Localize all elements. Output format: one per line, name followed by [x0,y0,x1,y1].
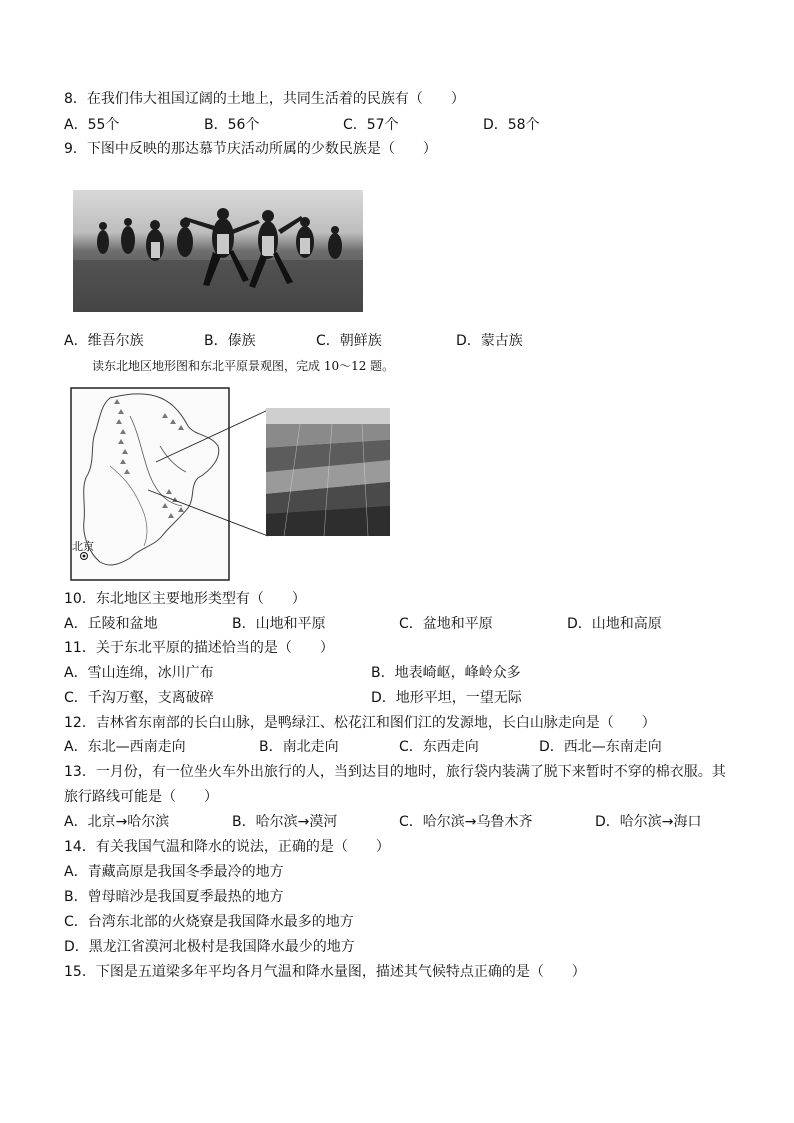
q13-stem-line2: 旅行路线可能是（ ） [64,789,218,805]
q12-option-a: A．东北—西南走向 [64,739,186,755]
q10-option-b: B．山地和平原 [232,616,326,632]
q12-option-c: C．东西走向 [399,739,479,755]
q13-option-d: D．哈尔滨→海口 [595,814,702,830]
q14-stem: 14．有关我国气温和降水的说法，正确的是（ ） [64,839,390,855]
q8-option-d: D．58个 [483,117,540,133]
q9-option-b: B．傣族 [204,333,256,349]
q11-option-a: A．雪山连绵，冰川广布 [64,665,214,681]
q9-option-d: D．蒙古族 [456,333,523,349]
q14-option-d: D．黑龙江省漠河北极村是我国降水最少的地方 [64,939,355,955]
q13-option-c: C．哈尔滨→乌鲁木齐 [399,814,533,830]
q12-option-d: D．西北—东南走向 [539,739,662,755]
q8-option-a: A．55个 [64,117,120,133]
q15-stem: 15．下图是五道梁多年平均各月气温和降水量图，描述其气候特点正确的是（ ） [64,964,586,980]
northeast-terrain-map [70,386,400,582]
q14-option-c: C．台湾东北部的火烧寮是我国降水最多的地方 [64,914,354,930]
q9-stem: 9．下图中反映的那达慕节庆活动所属的少数民族是（ ） [64,141,437,157]
q10-option-c: C．盆地和平原 [399,616,493,632]
q14-option-b: B．曾母暗沙是我国夏季最热的地方 [64,889,284,905]
q10-stem: 10．东北地区主要地形类型有（ ） [64,591,306,607]
q9-option-a: A．维吾尔族 [64,333,144,349]
q13-stem-line1: 13．一月份，有一位坐火车外出旅行的人，当到达目的地时，旅行袋内装满了脱下来暂时不穿的棉衣服。其 [64,764,726,780]
q8-stem: 8．在我们伟大祖国辽阔的土地上，共同生活着的民族有（ ） [64,91,465,107]
section-intro: 读东北地区地形图和东北平原景观图，完成 10～12 题。 [92,359,395,373]
q13-option-a: A．北京→哈尔滨 [64,814,170,830]
q11-stem: 11．关于东北平原的描述恰当的是（ ） [64,640,334,656]
q10-option-a: A．丘陵和盆地 [64,616,158,632]
q9-option-c: C．朝鲜族 [316,333,382,349]
map-label-beijing: 北京 [72,540,94,553]
q8-option-c: C．57个 [343,117,399,133]
q11-option-d: D．地形平坦，一望无际 [371,690,522,706]
q8-option-b: B．56个 [204,117,260,133]
q14-option-a: A．青藏高原是我国冬季最冷的地方 [64,864,284,880]
q12-stem: 12．吉林省东南部的长白山脉，是鸭绿江、松花江和图们江的发源地，长白山脉走向是（ ） [64,715,656,731]
q10-option-d: D．山地和高原 [567,616,662,632]
q13-option-b: B．哈尔滨→漠河 [232,814,338,830]
q12-option-b: B．南北走向 [259,739,339,755]
q11-option-c: C．千沟万壑，支离破碎 [64,690,214,706]
naadam-photo [73,190,363,312]
q11-option-b: B．地表崎岖，峰岭众多 [371,665,521,681]
